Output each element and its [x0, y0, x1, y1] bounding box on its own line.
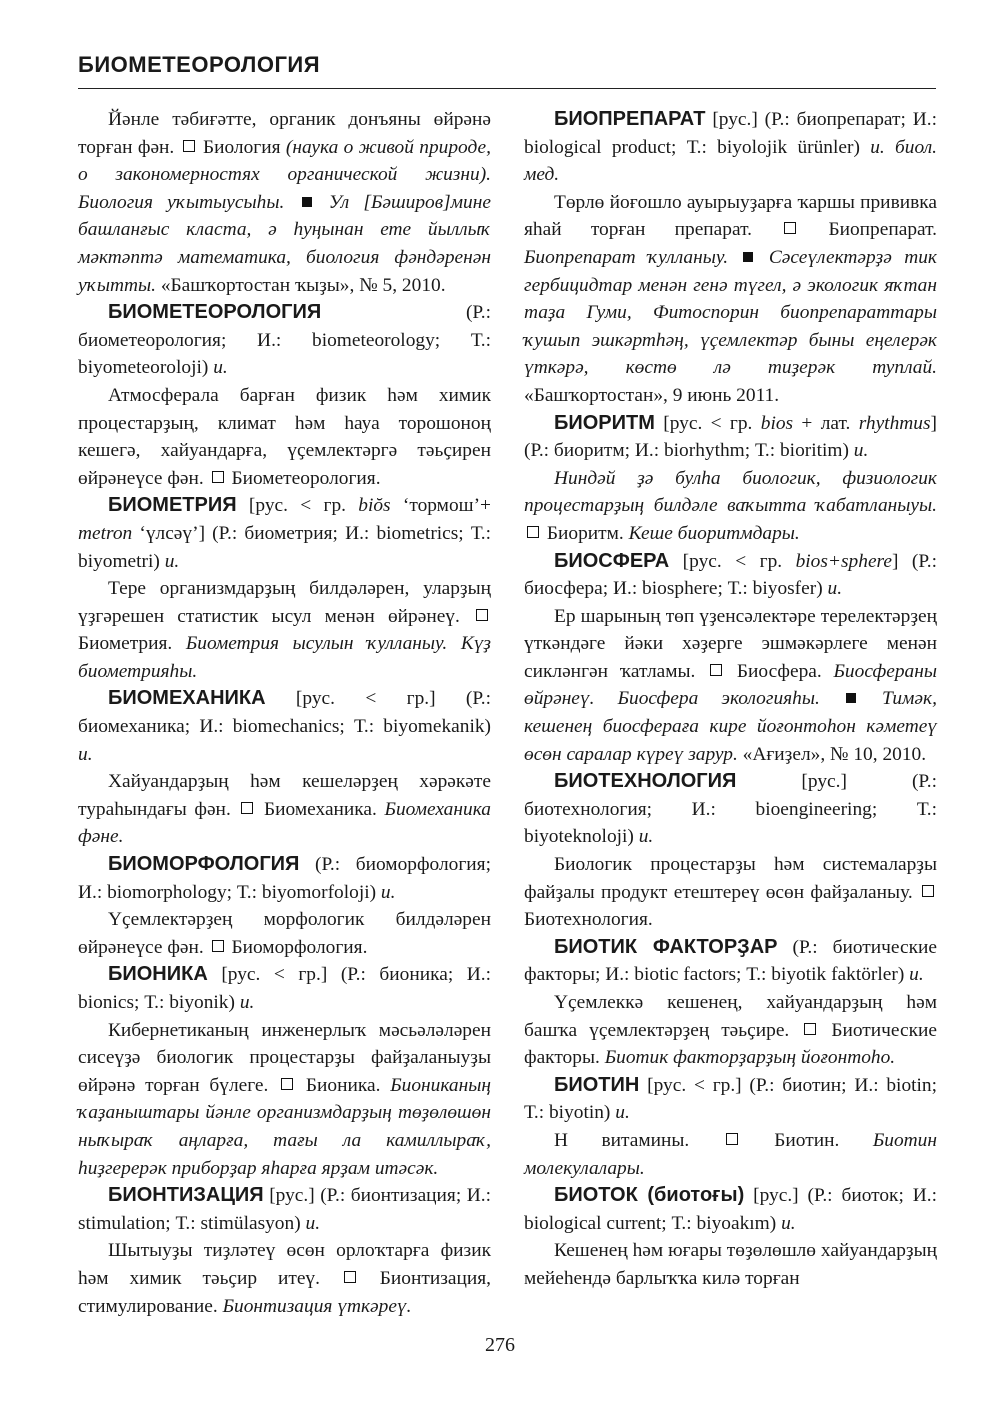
right-column: [524, 106, 937, 1293]
entry-header-biorhythm: БИОРИТМ [рус. < гр. bios + лат. rhythmus] (Р.: биоритм; И.: biorhythm; Т.: bioritim) и.: [524, 411, 937, 462]
entry-definition: Ниндәй ҙә булһа биологик, физиологик процестарҙың билдәле ваҡытта ҡабатланыуы. Биоритм. Кеше биоритмдары.: [524, 467, 937, 544]
entry-header-bionics: БИОНИКА [рус. < гр.] (Р.: бионика; И.: bionics; Т.: biyonik) и.: [78, 963, 491, 1013]
headword: БИОТИК ФАКТОРҘАР: [554, 935, 778, 958]
white-square-icon: [212, 471, 224, 483]
headword: БИОРИТМ: [554, 411, 655, 434]
black-square-icon: [302, 197, 312, 207]
entry-definition: Үҫемлеккә кешенең, хайуандарҙың һәм башҡа үҫемлектәрҙең тәьҫире. Биотические факторы. Биотик факторҙарҙың йоғонтоһо.: [524, 992, 937, 1069]
page-number: 276: [485, 1334, 515, 1356]
entry-header-biopreparation: БИОПРЕПАРАТ [рус.] (Р.: биопрепарат; И.: biological product; Т.: biyolojik ürünler) и. биол. мед.: [524, 108, 938, 186]
entry-definition: Биологик процестарҙы һәм системаларҙы файҙалы продукт етештереү өсөн файҙаланыу. Биотехнология.: [524, 854, 937, 931]
entry-header-biomorphology: БИОМОРФОЛОГИЯ (Р.: биоморфология; И.: biomorphology; Т.: biyomorfoloji) и.: [78, 853, 491, 903]
white-square-icon: [922, 885, 934, 897]
entry-definition: Кибернетиканың инженерлыҡ мәсьәләләрен сисеүҙә биологик процестарҙы файҙаланыуҙы өйрәнә торған бүлеге. Бионика. Биониканың ҡаҙаныштары йәнле организмдарҙың төҙөлөшөн ныҡыраҡ аңларға, тағы ла камиллыраҡ, һиҙгерерәк приборҙар яһарға ярҙам итәсәк.: [78, 1019, 491, 1179]
running-head: БИОМЕТЕОРОЛОГИЯ: [78, 52, 321, 77]
entry-definition: Үҫемлектәрҙең морфологик билдәләрен өйрәнеүсе фән. Биоморфология.: [78, 909, 491, 958]
black-square-icon: [743, 252, 753, 262]
entry-header-biometeorology: БИОМЕТЕОРОЛОГИЯ (Р.: биометеорология; И.: biometeorology; Т.: biyometeoroloji) и.: [78, 301, 491, 379]
white-square-icon: [281, 1078, 293, 1090]
entry-header-biosphere: БИОСФЕРА [рус. < гр. bios+sphere] (Р.: биосфера; И.: biosphere; Т.: biyosfer) и.: [524, 549, 937, 600]
headword: БИОМЕТРИЯ: [108, 494, 237, 517]
white-square-icon: [476, 609, 488, 621]
headword: БИОМЕТЕОРОЛОГИЯ: [108, 301, 322, 324]
entry-header-biontization: БИОНТИЗАЦИЯ [рус.] (Р.: бионтизация; И.: stimulation; Т.: stimülasyon) и.: [78, 1184, 491, 1234]
entry-header-biomechanics: БИОМЕХАНИКА [рус. < гр.] (Р.: биомеханика; И.: biomechanics; Т.: biyomekanik) и.: [78, 687, 491, 765]
header-rule: [78, 88, 936, 89]
white-square-icon: [710, 664, 722, 676]
white-square-icon: [726, 1133, 738, 1145]
headword: БИОМОРФОЛОГИЯ: [108, 853, 300, 876]
entry-definition: Атмосферала барған физик һәм химик процестарҙың, климат һәм һауа торошоноң кешегә, хайуандарға, үҫемлектәргә тәьҫирен өйрәнеүсе фән. Биометеорология.: [78, 384, 491, 489]
white-square-icon: [212, 940, 224, 952]
white-square-icon: [784, 222, 796, 234]
headword: БИОМЕХАНИКА: [108, 687, 266, 710]
entry-definition: Хайуандарҙың һәм кешеләрҙең хәрәкәте тураһындағы фән. Биомеханика. Биомеханика фәне.: [78, 771, 491, 848]
entry-header-biocurrent: БИОТОК (биотоғы) [рус.] (Р.: биоток; И.: biological current; Т.: biyoakım) и.: [524, 1184, 937, 1234]
entry-definition: Кешенең һәм юғары төҙөлөшлө хайуандарҙың мейеһендә барлыҡҡа килә торған: [524, 1240, 937, 1289]
entry-definition: Төрлө йоғошло ауырыуҙарға ҡаршы прививка яһай торған препарат. Биопрепарат. Биопрепарат ҡулланыу. Сәсеүлектәрҙә тик гербицидтар менән генә түгел, ә экологик яҡтан таҙа Гуми, Фитоспорин биопрепараттары ҡушып эшкәртһәң, үҫемлектәр быны еңелерәк үткәрә, көстө лә тиҙерәк туплай. «Башҡортостан», 9 июнь 2011.: [524, 191, 937, 406]
entry-definition: Ер шарының төп үҙенсәлектәре терелектәрҙең үткәндәге йәки хәҙерге эшмәкәрлеге менән сикләнгән ҡатламы. Биосфера. Биосфераны өйрәнеү. Биосфера экологияһы. Тимәк, кешенең биосфераға кире йоғонтоһон кәметеү өсөн саралар күреү зарур. «Ағиҙел», № 10, 2010.: [524, 605, 937, 765]
headword: БИОТИН: [554, 1073, 640, 1096]
white-square-icon: [804, 1023, 816, 1035]
white-square-icon: [241, 802, 253, 814]
entry-header-biotin: БИОТИН [рус. < гр.] (Р.: биотин; И.: biotin; Т.: biyotin) и.: [524, 1073, 937, 1124]
entry-header-biotic-factors: БИОТИК ФАКТОРҘАР (Р.: биотические факторы; И.: biotic factors; Т.: biyotik faktörler) и.: [524, 935, 937, 986]
white-square-icon: [183, 140, 195, 152]
black-square-icon: [846, 693, 856, 703]
entry-definition: Шытыуҙы тиҙләтеү өсөн орлоҡтарға физик һәм химик тәьҫир итеү. Бионтизация, стимулирование. Бионтизация үткәреү.: [78, 1240, 491, 1317]
white-square-icon: [527, 526, 539, 538]
headword: БИОТЕХНОЛОГИЯ: [554, 770, 737, 793]
headword: БИОНТИЗАЦИЯ: [108, 1184, 264, 1207]
entry-header-biotechnology: БИОТЕХНОЛОГИЯ [рус.] (Р.: биотехнология; И.: bioengineering; Т.: biyoteknoloji) и.: [524, 770, 937, 848]
headword: БИОНИКА: [108, 963, 208, 986]
left-column: [78, 106, 491, 1320]
entry-definition: Н витамины. Биотин. Биотин молекулалары.: [524, 1129, 937, 1179]
headword: БИОПРЕПАРАТ: [554, 108, 706, 130]
entry-definition: Йәнле тәбиғәтте, органик донъяны өйрәнә торған фән. Биология (наука о живой природе, о закономерностях органической жизни). Биология уҡытыусыһы. Ул [Бәширов]мине башланғыс класта, ә һуңынан ете йыллыҡ мәктәптә математика, биология фәндәренән уҡытты. «Башҡортостан ҡыҙы», № 5, 2010.: [78, 109, 491, 296]
white-square-icon: [344, 1271, 356, 1283]
entry-definition: Тере организмдарҙың билдәләрен, уларҙың үҙгәрешен статистик ысул менән өйрәнеү. Биометрия. Биометрия ысулын ҡулланыу. Күҙ биометрияһы.: [78, 578, 491, 682]
headword: БИОСФЕРА: [554, 549, 670, 572]
entry-header-biometry: БИОМЕТРИЯ [рус. < гр. biŏs ‘тормош’+ metron ‘үлсәү’] (Р.: биометрия; И.: biometrics; Т.: biyometri) и.: [78, 494, 491, 572]
headword: БИОТОК (биотоғы): [554, 1184, 745, 1207]
